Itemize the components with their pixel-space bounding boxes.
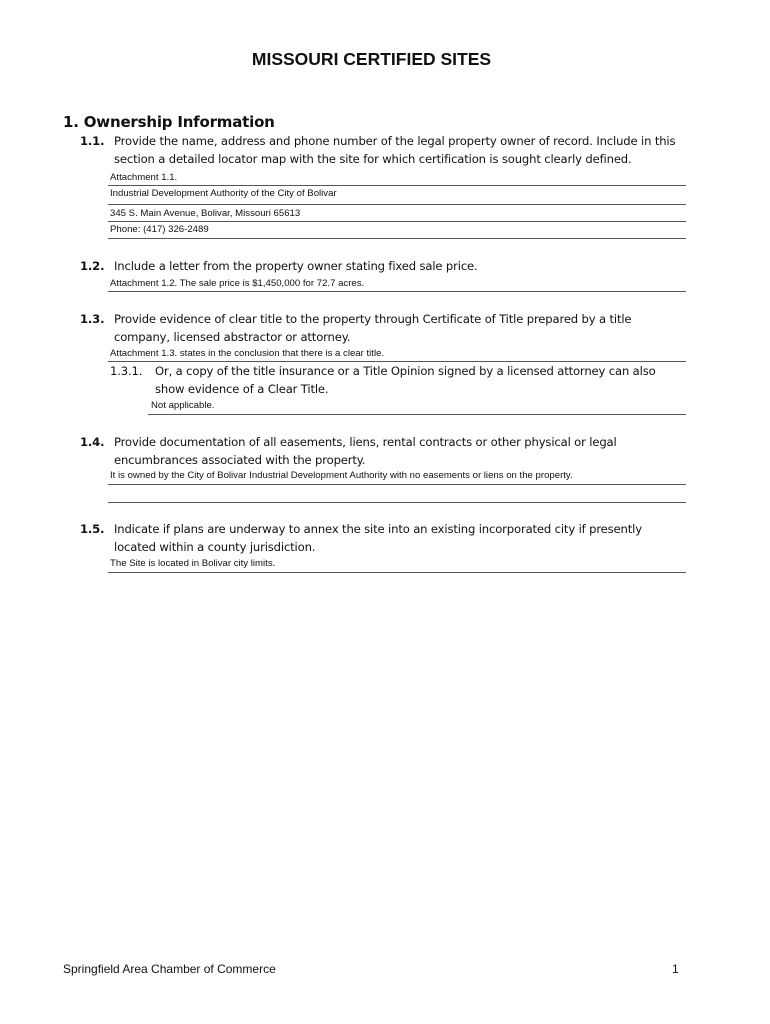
answer-1-4: It is owned by the City of Bolivar Industrial Development Authority with no easements or liens on the property.: [110, 470, 573, 481]
question-text-line1: Provide documentation of all easements, liens, rental contracts or other physical or legal: [114, 435, 617, 449]
question-text-line1: Indicate if plans are underway to annex the site into an existing incorporated city if presently: [114, 522, 642, 536]
question-text-line2: located within a county jurisdiction.: [114, 540, 316, 554]
question-text-line2: show evidence of a Clear Title.: [155, 382, 329, 396]
page-number: 1: [672, 962, 679, 976]
answer-1-1-line2: Industrial Development Authority of the City of Bolivar: [110, 188, 337, 199]
question-text-line1: Include a letter from the property owner stating fixed sale price.: [114, 259, 478, 273]
answer-1-3: Attachment 1.3. states in the conclusion that there is a clear title.: [110, 348, 385, 359]
answer-1-1-line4: Phone: (417) 326-2489: [110, 224, 209, 235]
question-number: 1.1.: [80, 134, 105, 148]
question-text-line1: Or, a copy of the title insurance or a Title Opinion signed by a licensed attorney can also: [155, 364, 656, 378]
answer-rule: [108, 238, 686, 239]
question-text-line2: section a detailed locator map with the site for which certification is sought clearly defined.: [114, 152, 632, 166]
footer-organization: Springfield Area Chamber of Commerce: [63, 962, 276, 976]
document-title: MISSOURI CERTIFIED SITES: [251, 49, 492, 69]
question-text-line1: Provide the name, address and phone number of the legal property owner of record. Include in this: [114, 134, 676, 148]
answer-1-5: The Site is located in Bolivar city limits.: [110, 558, 276, 569]
answer-1-1-line1: Attachment 1.1.: [110, 172, 178, 183]
question-number: 1.5.: [80, 522, 105, 536]
answer-rule: [108, 291, 686, 292]
answer-1-2: Attachment 1.2. The sale price is $1,450,000 for 72.7 acres.: [110, 278, 365, 289]
question-number: 1.3.: [80, 312, 105, 326]
answer-rule: [108, 185, 686, 186]
question-text-line2: encumbrances associated with the property.: [114, 453, 366, 467]
answer-rule: [108, 221, 686, 222]
question-text-line1: Provide evidence of clear title to the property through Certificate of Title prepared by a title: [114, 312, 632, 326]
answer-1-1-line3: 345 S. Main Avenue, Bolivar, Missouri 65613: [110, 208, 301, 219]
answer-rule: [108, 502, 686, 503]
answer-rule: [108, 484, 686, 485]
answer-1-3-1: Not applicable.: [151, 400, 215, 411]
question-number: 1.4.: [80, 435, 105, 449]
question-number: 1.3.1.: [110, 364, 143, 378]
answer-rule: [108, 204, 686, 205]
question-number: 1.2.: [80, 259, 105, 273]
section-heading: 1. Ownership Information: [63, 113, 275, 131]
question-text-line2: company, licensed abstractor or attorney.: [114, 330, 351, 344]
answer-rule: [108, 572, 686, 573]
answer-rule: [148, 414, 686, 415]
